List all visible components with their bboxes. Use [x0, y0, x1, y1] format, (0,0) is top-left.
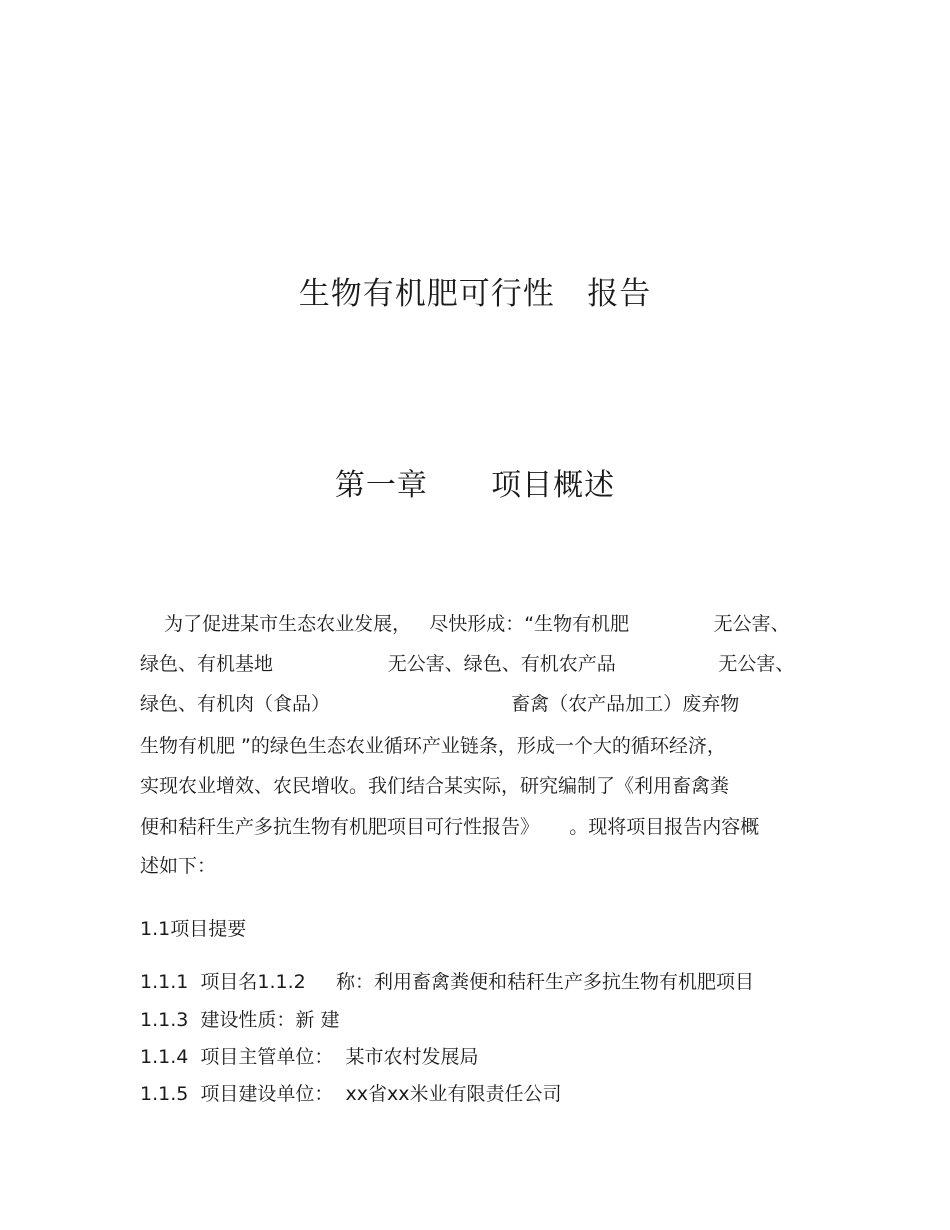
list-item: 1.1.3 建设性质：新 建	[140, 1009, 340, 1031]
section-heading: 1.1项目提要	[140, 918, 247, 940]
chapter-title: 第一章 项目概述	[334, 468, 616, 503]
intro-line: 生物有机肥 ”的绿色生态农业循环产业链条，形成一个大的循环经济，	[140, 735, 726, 757]
intro-line: 便和秸秆生产多抗生物有机肥项目可行性报告》 。现将项目报告内容概	[140, 816, 760, 838]
list-item: 1.1.1 项目名1.1.2 称：利用畜禽粪便和秸秆生产多抗生物有机肥项目	[140, 971, 754, 993]
intro-line: 绿色、有机基地 无公害、绿色、有机农产品 无公害、	[140, 653, 795, 675]
list-item: 1.1.4 项目主管单位： 某市农村发展局	[140, 1046, 479, 1068]
intro-line: 绿色、有机肉（食品） 畜禽（农产品加工）废弃物	[140, 693, 740, 715]
intro-line: 述如下：	[140, 855, 217, 877]
intro-line: 为了促进某市生态农业发展， 尽快形成：“生物有机肥 无公害、	[140, 613, 790, 635]
list-item: 1.1.5 项目建设单位： xx省xx米业有限责任公司	[140, 1083, 562, 1105]
intro-line: 实现农业增效、农民增收。我们结合某实际，研究编制了《利用畜禽粪	[140, 775, 730, 797]
document-title: 生物有机肥可行性 报告	[298, 276, 652, 312]
